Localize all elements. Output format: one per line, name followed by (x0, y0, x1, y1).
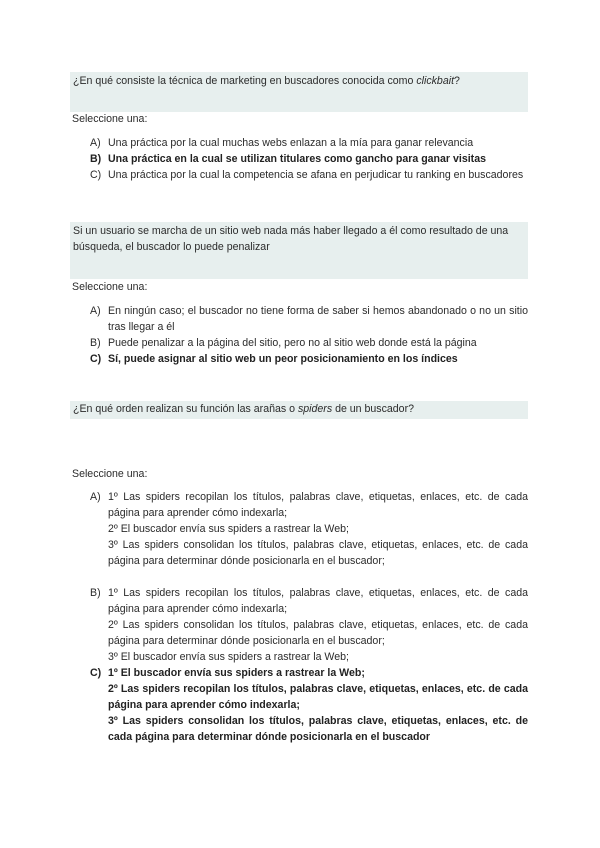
question-2-select-label: Seleccione una: (72, 281, 148, 293)
question-3-options (90, 489, 528, 745)
option-line: 3º Las spiders consolidan los títulos, palabras clave, etiquetas, enlaces, etc. de cada página para determinar dónde posicionarla en el buscador (108, 715, 528, 743)
option-text: Puede penalizar a la página del sitio, pero no al sitio web donde está la página (108, 337, 477, 349)
option-letter: A) (90, 305, 101, 317)
question-3-text: ¿En qué orden realizan su función las arañas o (73, 403, 298, 415)
question-2-options (90, 303, 528, 367)
option-spacer (90, 569, 528, 585)
option-3c-selected[interactable] (90, 665, 528, 745)
option-3b[interactable] (90, 585, 528, 665)
question-1-prompt (70, 72, 528, 112)
option-3a[interactable] (90, 489, 528, 569)
option-1a[interactable] (90, 135, 528, 151)
question-1-text: ¿En qué consiste la técnica de marketing en buscadores conocida como (73, 75, 417, 87)
option-letter: C) (90, 169, 102, 181)
question-1-options (90, 135, 528, 183)
option-text: Una práctica en la cual se utilizan titulares como gancho para ganar visitas (108, 153, 486, 165)
option-letter: B) (90, 153, 102, 165)
question-3-prompt (70, 401, 528, 419)
option-line: 1º Las spiders recopilan los títulos, palabras clave, etiquetas, enlaces, etc. de cada página para aprender cómo indexarla; (108, 491, 528, 519)
question-3-text-end: de un buscador? (332, 403, 414, 415)
question-1-text-end: ? (454, 75, 460, 87)
question-3-select-label: Seleccione una: (72, 468, 148, 480)
option-letter: B) (90, 337, 101, 349)
option-text (108, 489, 528, 569)
option-2a[interactable] (90, 303, 528, 335)
option-text: En ningún caso; el buscador no tiene forma de saber si hemos abandonado o no un sitio tras llegar a él (108, 305, 528, 333)
option-1c[interactable] (90, 167, 528, 183)
option-text: Una práctica por la cual muchas webs enlazan a la mía para ganar relevancia (108, 137, 474, 149)
question-2-prompt (70, 222, 528, 279)
option-2c-selected[interactable] (90, 351, 528, 367)
option-letter: C) (90, 353, 102, 365)
question-1-select-label: Seleccione una: (72, 113, 148, 125)
option-letter: B) (90, 587, 101, 599)
option-line: 2º El buscador envía sus spiders a rastrear la Web; (108, 523, 349, 535)
option-letter: A) (90, 137, 101, 149)
option-line: 3º Las spiders consolidan los títulos, palabras clave, etiquetas, enlaces, etc. de cada página para determinar dónde posicionarla en el buscador; (108, 539, 528, 567)
option-text (108, 585, 528, 665)
option-1b-selected[interactable] (90, 151, 528, 167)
question-1-emphasis: clickbait (416, 75, 455, 87)
option-line: 1º El buscador envía sus spiders a rastrear la Web; (108, 667, 365, 679)
option-text (108, 665, 528, 745)
option-text: Una práctica por la cual la competencia se afana en perjudicar tu ranking en buscadores (108, 169, 524, 181)
option-2b[interactable] (90, 335, 528, 351)
option-letter: C) (90, 667, 102, 679)
question-2-text: Si un usuario se marcha de un sitio web nada más haber llegado a él como resultado de una búsqueda, el buscador lo puede penalizar (73, 225, 509, 253)
option-line: 2º Las spiders consolidan los títulos, palabras clave, etiquetas, enlaces, etc. de cada página para determinar dónde posicionarla en el buscador; (108, 619, 528, 647)
option-line: 3º El buscador envía sus spiders a rastrear la Web; (108, 651, 349, 663)
question-3-emphasis: spiders (297, 403, 333, 415)
option-letter: A) (90, 491, 101, 503)
option-text: Sí, puede asignar al sitio web un peor posicionamiento en los índices (108, 353, 458, 365)
option-line: 1º Las spiders recopilan los títulos, palabras clave, etiquetas, enlaces, etc. de cada página para aprender cómo indexarla; (108, 587, 528, 615)
option-line: 2º Las spiders recopilan los títulos, palabras clave, etiquetas, enlaces, etc. de cada página para aprender cómo indexarla; (108, 683, 528, 711)
